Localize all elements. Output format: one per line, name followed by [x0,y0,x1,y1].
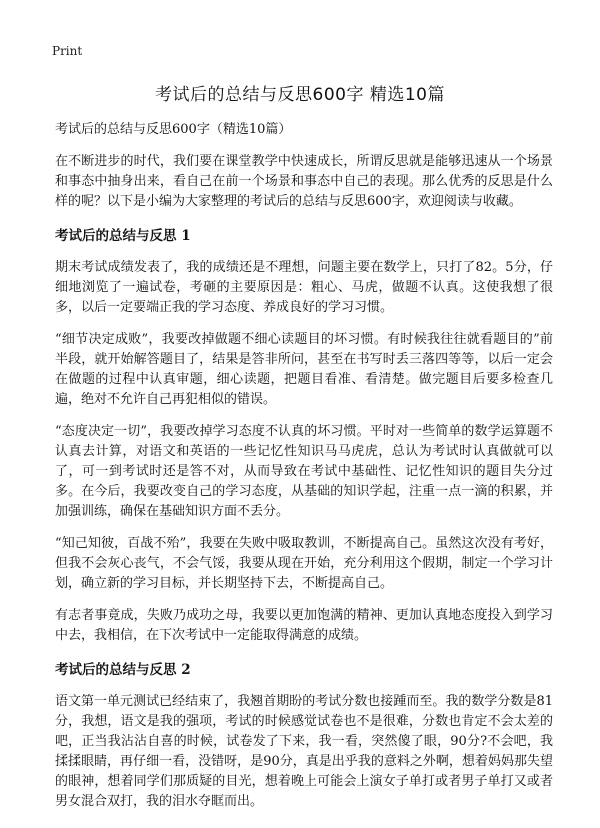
paragraph: 有志者事竟成，失败乃成功之母，我要以更加饱满的精神、更加认真地态度投入到学习中去，我相信，在下次考试中一定能取得满意的成绩。 [55,608,553,643]
print-link[interactable]: Print [52,44,83,58]
paragraph: “知己知彼，百战不殆”，我要在失败中吸取教训，不断提高自己。虽然这次没有考好，但我不会灰心丧气，不会气馁，我要从现在开始，充分利用这个假期，制定一个学习计划，确立新的学习目标，并长期坚持下去，不断提高自己。 [55,536,553,591]
section-heading-1: 考试后的总结与反思 1 [55,228,191,244]
article-subtitle: 考试后的总结与反思600字（精选10篇） [55,122,292,137]
section-heading-2: 考试后的总结与反思 2 [55,662,191,678]
paragraph: “态度决定一切”，我要改掉学习态度不认真的坏习惯。平时对一些简单的数学运算题不认真去计算，对语文和英语的一些记忆性知识马马虎虎，总认为考试时认真做就可以了，可一到考试时还是答不对，从而导致在考试中基础性、记忆性知识的题目失分过多。在今后，我要改变自己的学习态度，从基础的知识学起，注重一点一滴的积累，并加强训练，确保在基础知识方面不丢分。 [55,424,553,519]
paragraph: 期末考试成绩发表了，我的成绩还是不理想，问题主要在数学上，只打了82。5分，仔细地浏览了一遍试卷，考砸的主要原因是：粗心、马虎，做题不认真。这使我想了很多，以后一定要端正我的学习态度、养成良好的学习习惯。 [55,260,553,315]
paragraph: 语文第一单元测试已经结束了，我翘首期盼的考试分数也接踵而至。我的数学分数是81分，我想，语文是我的强项，考试的时候感觉试卷也不是很难，分数也肯定不会太差的吧，正当我沾沾自喜的时候，试卷发了下来，我一看，突然傻了眼，90分?不会吧，我揉揉眼睛，再仔细一看，没错呀，是90分，真是出乎我的意料之外啊，想着妈妈那失望的眼神，想着同学们那质疑的目光，想着晚上可能会上演女子单打或者男子单打又或者男女混合双打，我的泪水夺眶而出。 [55,694,553,809]
article-body [55,120,553,824]
paragraph: “细节决定成败”，我要改掉做题不细心读题目的坏习惯。有时候我往往就看题目的”前半段，就开始解答题目了，结果是答非所问，甚至在书写时丢三落四等等，以后一定会在做题的过程中认真审题，细心读题，把题目看准、看清楚。做完题目后要多检查几遍，绝对不允许自己再犯相似的错误。 [55,332,553,407]
page-title: 考试后的总结与反思600字 精选10篇 [155,85,445,105]
intro-paragraph: 在不断进步的时代，我们要在课堂教学中快速成长，所谓反思就是能够迅速从一个场景和事态中抽身出来，看自己在前一个场景和事态中自己的表现。那么优秀的反思是什么样的呢？以下是小编为大家整理的考试后的总结与反思600字，欢迎阅读与收藏。 [55,154,553,209]
